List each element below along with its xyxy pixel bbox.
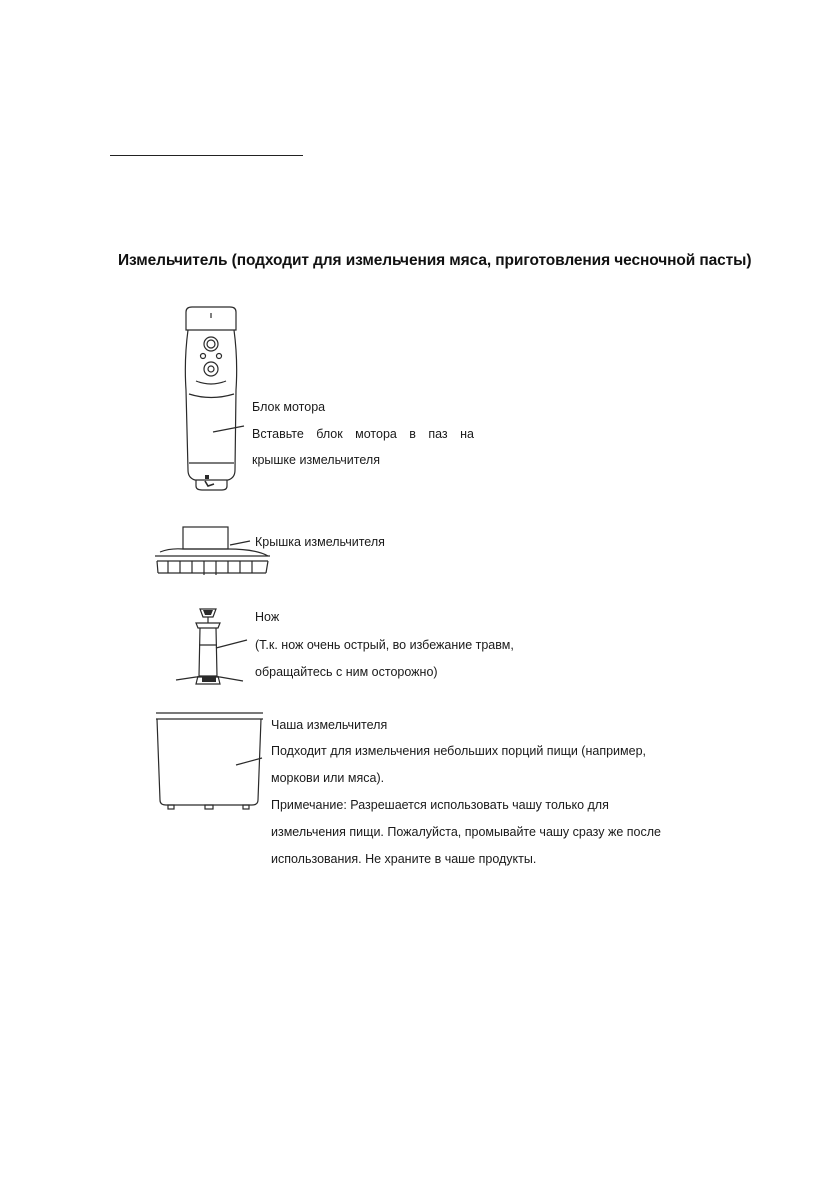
motor-word: блок — [316, 427, 343, 441]
bowl-desc-line2: моркови или мяса). — [271, 771, 385, 785]
knife-desc-line2: обращайтесь с ним осторожно) — [255, 665, 438, 679]
bowl-note-line1: Примечание: Разрешается использовать чашу только для — [271, 798, 609, 812]
knife-desc-line1: (Т.к. нож очень острый, во избежание травм, — [255, 638, 514, 652]
bowl-note-line3: использования. Не храните в чаше продукты. — [271, 852, 537, 866]
motor-word: паз — [428, 427, 448, 441]
motor-word: мотора — [355, 427, 397, 441]
motor-unit-title: Блок мотора — [252, 400, 326, 414]
lid-title: Крышка измельчителя — [255, 535, 385, 549]
motor-unit-drawing — [185, 307, 244, 490]
bowl-drawing — [156, 713, 263, 809]
lid-drawing — [155, 527, 270, 575]
knife-drawing — [176, 609, 247, 684]
section-heading: Измельчитель (подходит для измельчения мяса, приготовления чесночной пасты) — [118, 252, 752, 269]
motor-word: на — [460, 427, 474, 441]
knife-title: Нож — [255, 610, 280, 624]
bowl-note-line2: измельчения пищи. Пожалуйста, промывайте чашу сразу же после — [271, 825, 661, 839]
motor-unit-desc-line2: крышке измельчителя — [252, 453, 380, 467]
motor-word: Вставьте — [252, 427, 304, 441]
motor-word: в — [409, 427, 416, 441]
bowl-desc-line1: Подходит для измельчения небольших порций пищи (например, — [271, 744, 646, 758]
bowl-title: Чаша измельчителя — [271, 718, 388, 732]
motor-unit-desc-line1 — [252, 421, 474, 447]
